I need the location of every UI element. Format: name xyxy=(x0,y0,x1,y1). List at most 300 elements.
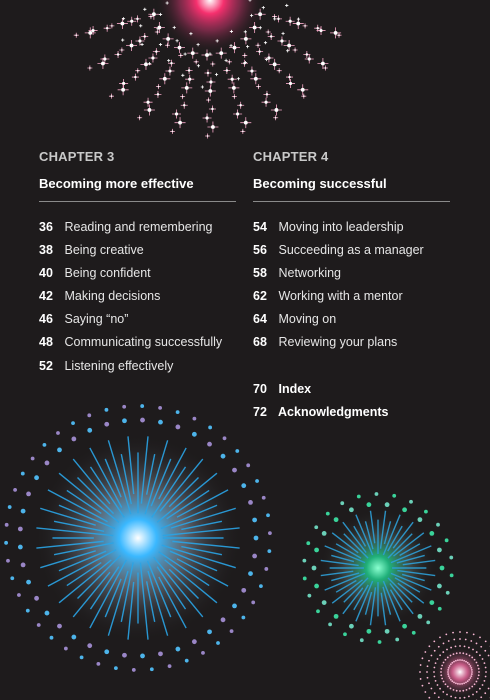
sparkle-dot xyxy=(121,88,125,92)
spark-dot xyxy=(424,691,426,693)
sparkle-dot xyxy=(211,108,213,110)
spark-dot xyxy=(435,680,437,682)
entry-title: Index xyxy=(278,381,312,396)
spark-dot xyxy=(448,667,450,669)
spark-dot xyxy=(328,622,332,626)
sparkle-dot xyxy=(89,67,91,69)
sparkle-dot xyxy=(111,25,113,27)
spark-dot xyxy=(461,683,463,685)
sparkle-dot xyxy=(260,27,261,28)
spark-dot xyxy=(303,577,307,581)
spark-dot xyxy=(462,652,464,654)
spark-dot xyxy=(443,643,445,645)
sparkle-dot xyxy=(231,31,232,32)
spark-dot xyxy=(431,688,433,690)
spark-dot xyxy=(445,659,447,661)
spark-dot xyxy=(420,664,422,666)
spark-dot xyxy=(447,671,449,673)
spark-dot xyxy=(419,671,421,673)
spark-dot xyxy=(471,669,473,671)
spark-dot xyxy=(248,571,253,576)
spark-dot xyxy=(241,483,246,488)
page-number: 70 xyxy=(253,381,267,396)
spark-dot xyxy=(418,517,423,522)
spark-dot xyxy=(37,623,41,627)
spark-dot xyxy=(453,661,455,663)
sparkle-dot xyxy=(270,35,272,37)
sparkle-dot xyxy=(177,40,178,41)
sparkle-dot xyxy=(230,45,231,46)
sparkle-dot xyxy=(157,28,158,29)
pink-firework xyxy=(74,0,342,139)
toc-entry[interactable] xyxy=(39,331,239,354)
spark-dot xyxy=(223,436,227,440)
spark-dot xyxy=(474,683,476,685)
spark-dot xyxy=(326,512,330,516)
spark-dot xyxy=(104,422,109,427)
spark-dot xyxy=(122,653,127,658)
spark-dot xyxy=(96,662,100,666)
spark-dot xyxy=(482,684,484,686)
spark-dot xyxy=(175,647,180,652)
sparkle-dot xyxy=(140,25,141,26)
sparkle-dot xyxy=(144,35,146,37)
entry-title: Networking xyxy=(278,266,342,281)
spark-dot xyxy=(267,549,271,553)
spark-dot xyxy=(472,649,474,651)
spark-dot xyxy=(378,640,382,644)
spark-dot xyxy=(168,664,172,668)
toc-entry[interactable] xyxy=(253,262,453,285)
spark-dot xyxy=(427,665,429,667)
spark-dot xyxy=(447,686,449,688)
spark-dot xyxy=(80,655,84,659)
spark-dot xyxy=(479,654,481,656)
page-number: 40 xyxy=(39,266,53,281)
spark-dot xyxy=(252,518,257,523)
page-number: 68 xyxy=(253,335,267,350)
sparkle-dot xyxy=(287,50,288,51)
chapter-label: CHAPTER 3 xyxy=(39,149,115,164)
divider xyxy=(253,201,450,202)
spark-dot xyxy=(465,639,467,641)
toc-entry[interactable] xyxy=(39,355,239,378)
spark-dot xyxy=(357,495,361,499)
spark-dot xyxy=(422,657,424,659)
sparkle-dot xyxy=(175,112,178,115)
sparkle-dot xyxy=(172,130,174,132)
sparkle-dot xyxy=(120,22,124,26)
spark-dot xyxy=(447,657,449,659)
spark-dot xyxy=(10,576,14,580)
sparkle-dot xyxy=(275,117,277,119)
spark-dot xyxy=(441,665,443,667)
sparkle-dot xyxy=(244,55,246,57)
sparkle-dot xyxy=(258,50,260,52)
sparkle-dot xyxy=(278,70,280,72)
divider xyxy=(39,201,236,202)
sparkle-dot xyxy=(277,18,279,20)
spark-dot xyxy=(443,681,445,683)
spark-dot xyxy=(468,696,470,698)
sparkle-dot xyxy=(294,49,296,51)
sparkle-dot xyxy=(209,80,212,83)
spark-dot xyxy=(440,566,445,571)
sparkle-dot xyxy=(207,72,209,74)
spark-dot xyxy=(471,657,473,659)
spark-dot xyxy=(207,629,212,634)
spark-dot xyxy=(122,405,126,409)
sparkle-dot xyxy=(289,20,292,23)
spark-dot xyxy=(440,668,442,670)
sparkle-dot xyxy=(160,44,161,45)
spark-dot xyxy=(87,413,91,417)
spark-dot xyxy=(437,548,442,553)
spark-dot xyxy=(488,688,490,690)
spark-dot xyxy=(251,601,255,605)
sparkle-dot xyxy=(202,86,203,87)
spark-dot xyxy=(446,694,448,696)
page-number: 52 xyxy=(39,358,53,373)
sparkle-dot xyxy=(211,125,215,129)
sparkle-dot xyxy=(334,31,338,35)
spark-dot xyxy=(484,662,486,664)
sparkle-dot xyxy=(233,46,237,50)
spark-dot xyxy=(140,418,145,423)
spark-dot xyxy=(232,603,237,608)
spark-dot xyxy=(366,629,371,634)
toc-entry[interactable] xyxy=(39,239,239,262)
spark-dot xyxy=(471,686,473,688)
spark-dot xyxy=(450,647,452,649)
sparkle-dot xyxy=(266,59,267,60)
spark-dot xyxy=(461,659,463,661)
spark-dot xyxy=(464,645,466,647)
spark-dot xyxy=(208,426,212,430)
spark-dot xyxy=(466,632,468,634)
spark-dot xyxy=(469,665,471,667)
sparkle-dot xyxy=(147,108,151,112)
sparkle-dot xyxy=(217,40,218,41)
sparkle-dot xyxy=(167,44,169,46)
spark-dot xyxy=(466,689,468,691)
chapter-title: Becoming more effective xyxy=(39,176,194,191)
sparkle-dot xyxy=(134,76,136,78)
spark-dot xyxy=(21,509,26,514)
spark-dot xyxy=(484,692,486,694)
sparkle-dot xyxy=(185,53,186,54)
spark-dot xyxy=(50,636,54,640)
spark-dot xyxy=(476,651,478,653)
spark-dot xyxy=(349,624,354,629)
sparkle-dot xyxy=(122,39,123,40)
spark-dot xyxy=(306,541,310,545)
spark-dot xyxy=(105,408,109,412)
spark-dot xyxy=(443,662,445,664)
spark-dot xyxy=(64,647,68,651)
toc-entry[interactable] xyxy=(39,216,239,239)
spark-dot xyxy=(464,697,466,699)
spark-dot xyxy=(449,556,453,560)
sparkle-dot xyxy=(91,29,94,32)
sparkle-dot xyxy=(137,70,139,72)
toc-entry[interactable] xyxy=(253,401,453,424)
chapter-3-column xyxy=(39,148,239,378)
toc-entry[interactable] xyxy=(253,216,453,239)
sparkle-dot xyxy=(289,82,292,85)
spark-dot xyxy=(466,653,468,655)
chapter-title: Becoming successful xyxy=(253,176,387,191)
sparkle-dot xyxy=(280,39,283,42)
spark-dot xyxy=(140,404,144,408)
sparkle-dot xyxy=(168,69,171,72)
sparkle-dot xyxy=(155,50,157,52)
sparkle-dot xyxy=(188,78,191,81)
sparkle-dot xyxy=(244,121,248,125)
sparkle-dot xyxy=(205,53,209,57)
spark-dot xyxy=(476,643,478,645)
spark-dot xyxy=(57,448,62,453)
spark-dot xyxy=(17,593,21,597)
sparkle-dot xyxy=(321,62,325,66)
sparkle-dot xyxy=(182,75,183,76)
spark-dot xyxy=(428,660,430,662)
spark-dot xyxy=(438,696,440,698)
sparkle-dot xyxy=(150,16,152,18)
sparkle-dot xyxy=(242,130,244,132)
sparkle-dot xyxy=(144,62,148,66)
sparkle-dot xyxy=(298,19,299,20)
sparkle-dot xyxy=(308,57,311,60)
spark-dot xyxy=(434,692,436,694)
spark-dot xyxy=(470,640,472,642)
spark-dot xyxy=(473,634,475,636)
spark-dot xyxy=(34,596,39,601)
spark-dot xyxy=(445,634,447,636)
spark-dot xyxy=(477,665,479,667)
spark-dot xyxy=(433,667,435,669)
spark-dot xyxy=(57,624,62,629)
sparkle-dot xyxy=(286,5,287,6)
blue-firework xyxy=(4,404,272,672)
sparkle-dot xyxy=(191,51,195,55)
spark-dot xyxy=(459,652,461,654)
spark-dot xyxy=(442,691,444,693)
spark-dot xyxy=(478,674,480,676)
entry-title: Listening effectively xyxy=(64,358,174,373)
spark-dot xyxy=(476,691,478,693)
spark-dot xyxy=(447,673,449,675)
toc-entry[interactable] xyxy=(39,262,239,285)
entry-title: Succeeding as a manager xyxy=(278,243,424,258)
spark-dot xyxy=(433,640,435,642)
toc-entry[interactable] xyxy=(253,239,453,262)
spark-dot xyxy=(420,678,422,680)
toc-entry[interactable] xyxy=(253,331,453,354)
spark-dot xyxy=(450,696,452,698)
spark-dot xyxy=(453,681,455,683)
spark-dot xyxy=(426,620,430,624)
spark-dot xyxy=(302,559,306,563)
spark-dot xyxy=(438,646,440,648)
sparkle-dot xyxy=(245,31,246,32)
spark-dot xyxy=(418,614,423,619)
sparkle-dot xyxy=(130,44,134,48)
toc-entry[interactable] xyxy=(253,308,453,331)
sparkle-dot xyxy=(157,93,159,95)
toc-entry[interactable] xyxy=(39,308,239,331)
spark-dot xyxy=(459,638,461,640)
sparkle-dot xyxy=(231,78,234,81)
spark-dot xyxy=(340,501,344,505)
spark-dot xyxy=(459,697,461,699)
spark-dot xyxy=(201,651,205,655)
sparkle-dot xyxy=(264,101,267,104)
spark-dot xyxy=(395,638,399,642)
toc-entry[interactable] xyxy=(253,285,453,308)
spark-dot xyxy=(140,654,145,659)
spark-dot xyxy=(456,652,458,654)
spark-dot xyxy=(385,629,390,634)
spark-dot xyxy=(429,531,434,536)
spark-dot xyxy=(467,680,469,682)
spark-dot xyxy=(43,443,47,447)
sparkle-dot xyxy=(319,29,322,32)
spark-dot xyxy=(433,676,435,678)
sparkle-dot xyxy=(156,31,158,33)
spark-dot xyxy=(268,531,272,535)
spark-dot xyxy=(21,472,25,476)
spark-dot xyxy=(241,616,245,620)
sparkle-dot xyxy=(253,26,257,30)
spark-dot xyxy=(441,678,443,680)
sparkle-dot xyxy=(303,95,305,97)
spark-dot xyxy=(457,683,459,685)
sparkle-dot xyxy=(212,63,214,65)
entry-title: Reading and remembering xyxy=(64,220,213,234)
sparkle-dot xyxy=(178,46,182,50)
toc-list xyxy=(253,216,453,355)
spark-dot xyxy=(438,607,442,611)
spark-dot xyxy=(440,671,442,673)
spark-dot xyxy=(428,682,430,684)
spark-dot xyxy=(448,675,450,677)
spark-dot xyxy=(433,671,435,673)
spark-dot xyxy=(158,651,163,656)
spark-dot xyxy=(439,688,441,690)
spark-dot xyxy=(471,671,473,673)
sparkle-dot xyxy=(182,96,184,98)
spark-dot xyxy=(322,531,327,536)
entry-title: Communicating successfully xyxy=(64,335,223,350)
spark-dot xyxy=(455,697,457,699)
spark-dot xyxy=(437,584,442,589)
spark-dot xyxy=(459,631,461,633)
spark-dot xyxy=(45,461,50,466)
page-number: 56 xyxy=(253,243,267,258)
entry-title: Moving on xyxy=(278,312,337,327)
sparkle-dot xyxy=(274,108,278,112)
spark-dot xyxy=(192,639,197,644)
spark-dot xyxy=(453,689,455,691)
entry-title: Working with a mentor xyxy=(278,289,403,304)
sparkle-dot xyxy=(304,25,306,27)
sparkle-dot xyxy=(317,27,319,29)
sparkle-dot xyxy=(170,62,172,64)
spark-dot xyxy=(424,651,426,653)
spark-dot xyxy=(450,679,452,681)
spark-dot xyxy=(463,682,465,684)
spark-dot xyxy=(476,681,478,683)
sparkle-dot xyxy=(254,77,258,81)
toc-list xyxy=(39,216,239,378)
spark-dot xyxy=(478,668,480,670)
sparkle-dot xyxy=(163,77,167,81)
spark-dot xyxy=(439,654,441,656)
sparkle-dot xyxy=(166,37,170,41)
spark-dot xyxy=(446,591,450,595)
spark-dot xyxy=(193,417,197,421)
spark-dot xyxy=(455,682,457,684)
spark-dot xyxy=(446,649,448,651)
spark-dot xyxy=(445,683,447,685)
toc-entry[interactable] xyxy=(39,285,239,308)
spark-dot xyxy=(422,685,424,687)
sparkle-dot xyxy=(160,14,161,15)
sparkle-dot xyxy=(180,55,182,57)
page-number: 48 xyxy=(39,335,53,350)
entry-title: Acknowledgments xyxy=(278,404,389,419)
toc-entry[interactable] xyxy=(253,378,453,401)
sparkle-dot xyxy=(136,18,138,20)
spark-dot xyxy=(248,500,253,505)
spark-dot xyxy=(392,494,396,498)
sparkle-dot xyxy=(188,69,190,71)
sparkle-dot xyxy=(139,117,141,119)
spark-dot xyxy=(252,554,257,559)
spark-dot xyxy=(216,641,220,645)
chapter-4-column xyxy=(253,148,453,424)
sparkle-dot xyxy=(236,112,239,115)
spark-dot xyxy=(316,609,320,613)
spark-dot xyxy=(322,600,327,605)
spark-dot xyxy=(429,600,434,605)
sparkle-dot xyxy=(130,20,133,23)
spark-dot xyxy=(402,624,407,629)
spark-dot xyxy=(427,677,429,679)
spark-dot xyxy=(235,449,239,453)
sparkle-dot xyxy=(296,22,300,26)
spark-dot xyxy=(21,562,26,567)
spark-dot xyxy=(71,421,75,425)
page-number: 62 xyxy=(253,289,267,304)
page-number: 58 xyxy=(253,266,267,281)
spark-dot xyxy=(465,681,467,683)
spark-dot xyxy=(185,659,189,663)
sparkle-dot xyxy=(274,18,275,19)
spark-dot xyxy=(221,454,226,459)
spark-dot xyxy=(485,667,487,669)
sparkle-dot xyxy=(251,15,252,16)
spark-dot xyxy=(484,680,486,682)
entry-title: Saying “no” xyxy=(64,312,129,327)
sparkle-dot xyxy=(111,95,113,97)
sparkle-dot xyxy=(301,88,305,92)
spark-dot xyxy=(465,661,467,663)
spark-dot xyxy=(5,523,9,527)
spark-dot xyxy=(459,645,461,647)
sparkle-dot xyxy=(283,33,284,34)
